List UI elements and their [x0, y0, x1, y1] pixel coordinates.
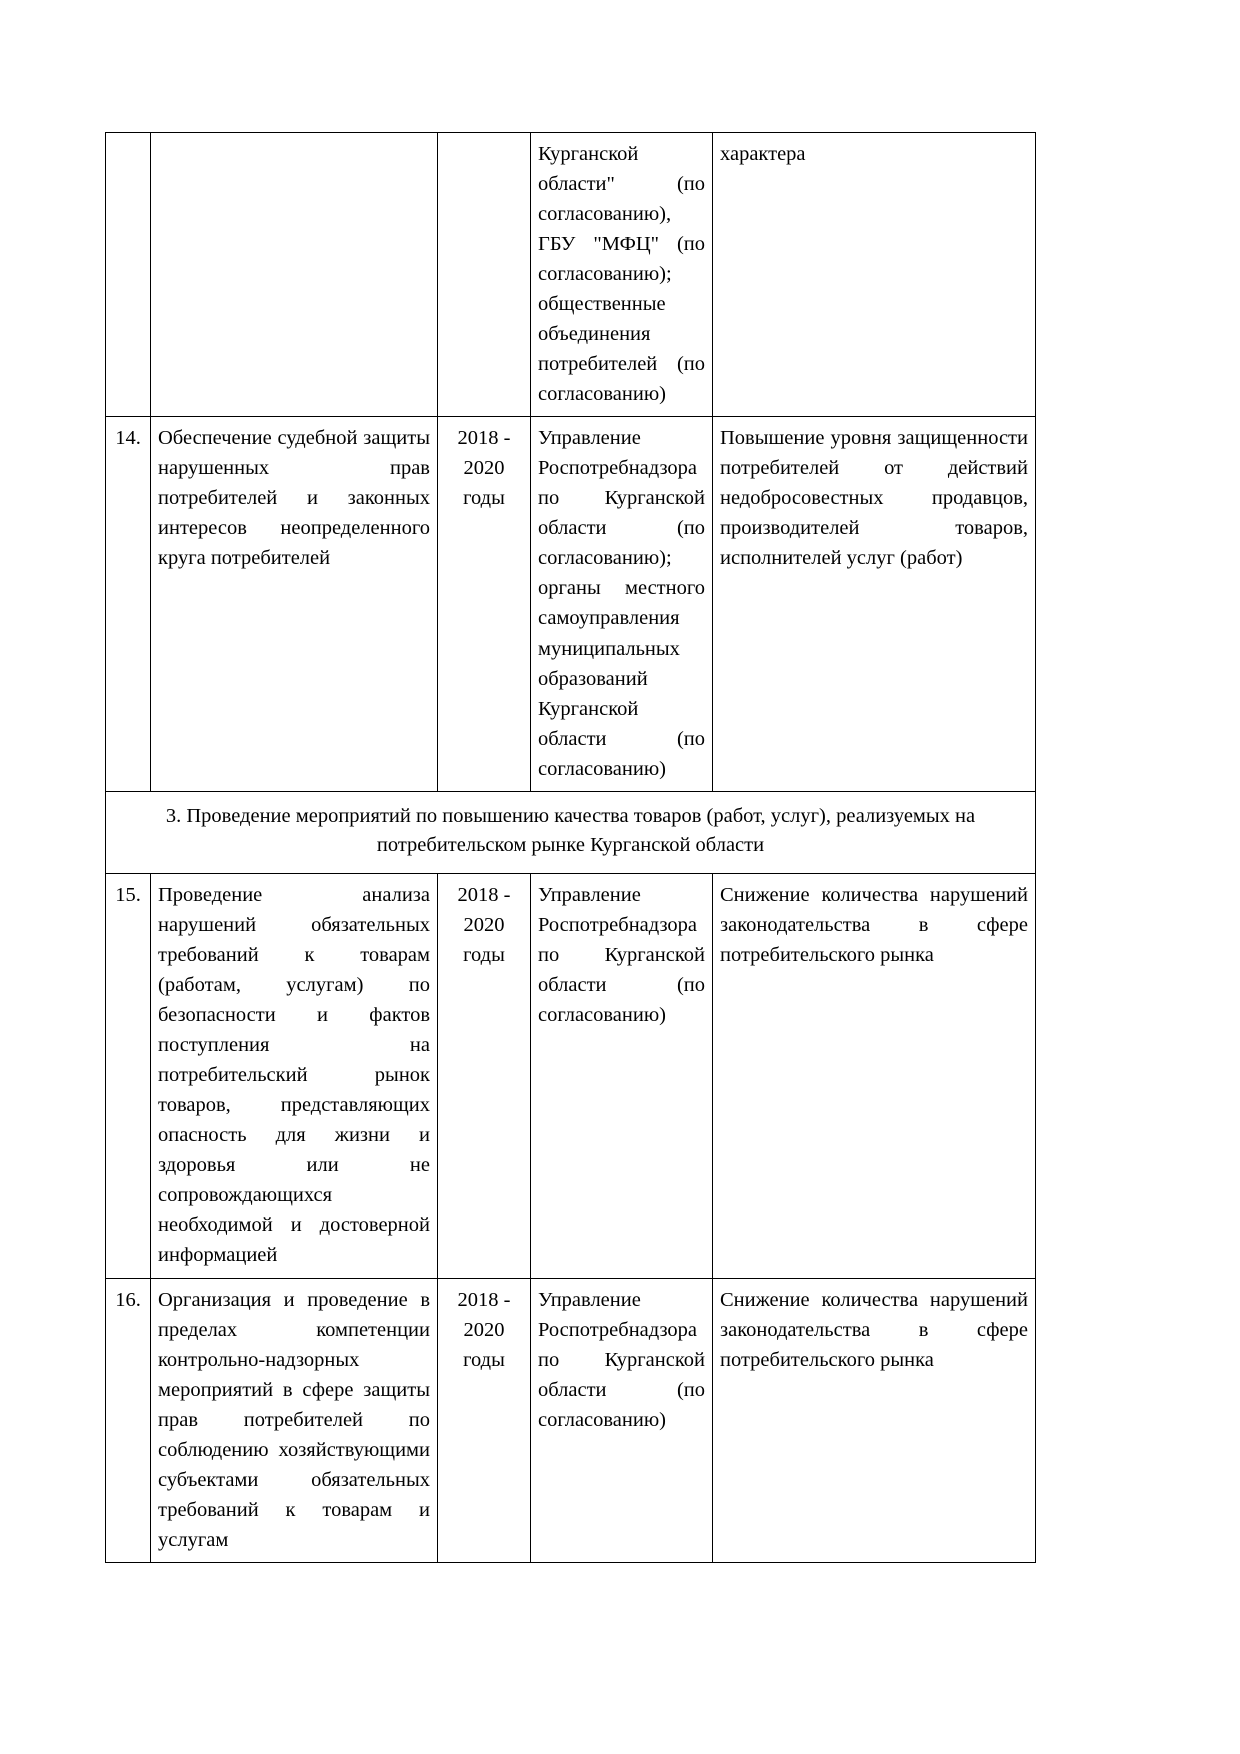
responsible-text: Управление Роспотребнадзора по Курганской области (по согласованию): [538, 1288, 705, 1431]
cell-expected-result: [713, 1278, 1036, 1562]
item-number-text: 15.: [115, 884, 141, 907]
item-number-text: 14.: [115, 427, 141, 450]
cell-activity: [151, 874, 438, 1278]
cell-period: [438, 417, 531, 791]
period-text: 2018 - 2020 годы: [457, 884, 511, 967]
table-row-item-15: [106, 874, 1036, 1278]
expected-result-text: Снижение количества нарушений законодательства в сфере потребительского рынка: [720, 1288, 1028, 1371]
table-row-item-14: [106, 417, 1036, 791]
section-heading-text: 3. Проведение мероприятий по повышению качества товаров (работ, услуг), реализуемых на потребительском рынке Курганской области: [165, 804, 976, 857]
cell-expected-result: [713, 133, 1036, 417]
expected-result-text: характера: [720, 143, 806, 165]
cell-period: [438, 874, 531, 1278]
period-text: 2018 - 2020 годы: [457, 427, 511, 510]
cell-responsible: [531, 874, 713, 1278]
cell-activity: [151, 417, 438, 791]
cell-section-heading: [106, 791, 1036, 873]
cell-expected-result: [713, 874, 1036, 1278]
cell-period: [438, 133, 531, 417]
cell-item-number: [106, 1278, 151, 1562]
cell-activity: [151, 1278, 438, 1562]
table-row-section-heading: [106, 791, 1036, 873]
table-row-item-16: [106, 1278, 1036, 1562]
cell-expected-result: [713, 417, 1036, 791]
table-body: [106, 133, 1036, 1563]
responsible-text: Управление Роспотребнадзора по Курганской области (по согласованию): [538, 884, 705, 1027]
expected-result-text: Повышение уровня защищенности потребителей от действий недобросовестных продавцов, производителей товаров, исполнителей услуг (работ): [720, 427, 1028, 570]
cell-item-number: [106, 133, 151, 417]
activity-text: Проведение анализа нарушений обязательных требований к товарам (работам, услугам) по безопасности и фактов поступления на потребительский рынок товаров, представляющих опасность для жизни и здоровья или не сопровождающихся необходимой и достоверной информацией: [158, 884, 430, 1267]
table-row-continuation: [106, 133, 1036, 417]
cell-activity: [151, 133, 438, 417]
cell-item-number: [106, 874, 151, 1278]
item-number-text: 16.: [115, 1288, 141, 1311]
cell-responsible: [531, 1278, 713, 1562]
responsible-text: Курганской области" (по согласованию), ГБУ "МФЦ" (по согласованию); общественные объединения потребителей (по согласованию): [538, 143, 705, 406]
activity-text: Организация и проведение в пределах компетенции контрольно-надзорных мероприятий в сфере защиты прав потребителей по соблюдению хозяйствующими субъектами обязательных требований к товарам и услугам: [158, 1288, 430, 1551]
responsible-text: Управление Роспотребнадзора по Курганской области (по согласованию); органы местного самоуправления муниципальных образований Курганской области (по согласованию): [538, 427, 705, 780]
cell-item-number: [106, 417, 151, 791]
measures-table: [105, 132, 1036, 1563]
period-text: 2018 - 2020 годы: [457, 1288, 511, 1371]
cell-responsible: [531, 417, 713, 791]
cell-responsible: [531, 133, 713, 417]
activity-text: Обеспечение судебной защиты нарушенных прав потребителей и законных интересов неопределенного круга потребителей: [158, 427, 430, 570]
expected-result-text: Снижение количества нарушений законодательства в сфере потребительского рынка: [720, 884, 1028, 967]
cell-period: [438, 1278, 531, 1562]
